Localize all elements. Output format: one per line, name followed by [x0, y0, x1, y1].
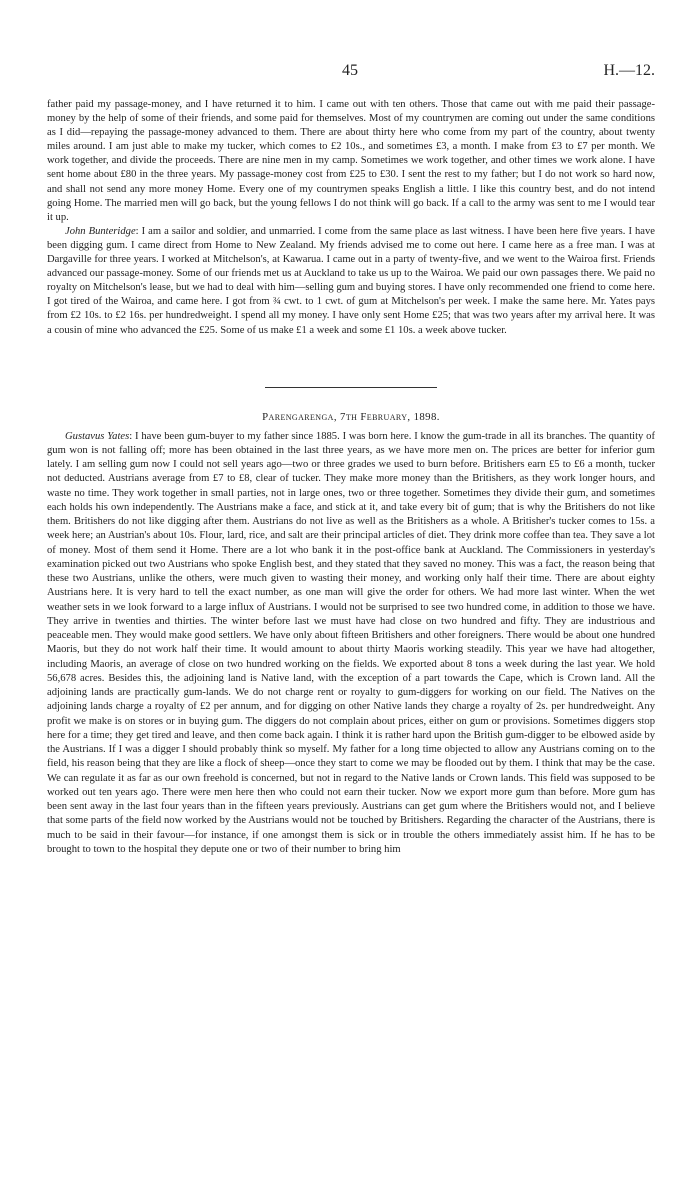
- witness-testimony-yates: [47, 430, 655, 858]
- document-body: [47, 98, 655, 857]
- witness-testimony-bunteridge: [47, 225, 655, 338]
- paragraph-continued: father paid my passage-money, and I have returned it to him. I came out with ten others. Those that came out with me paid their passage-money by the help of some of their friends, and some paid for themselves. Most of my countrymen are coming out under the same conditions as I did—repaying the passage-money advanced to them. There are about thirty here who come from my part of the country, about twenty miles around. I am just able to make my tucker, which comes to £2 10s., and sometimes £3, a month. I make from £3 to £7 per month. We work together, and divide the proceeds. There are nine men in my camp. Sometimes we work together, and other times we work alone. I have sent home about £80 in the three years. My passage-money cost from £25 to £30. I sent the rest to my father; but I do not work so hard now, and shall not send any more money Home. Every one of my countrymen speaks English a little. I like this country best, and do not intend going Home. The married men will go back, but the young fellows I do not think will go back. If a call to the army was sent to me I would tear it up.: [47, 99, 655, 223]
- witness-name: John Bunteridge: [65, 225, 136, 237]
- page-header: [47, 62, 655, 82]
- testimony-text: : I have been gum-buyer to my father since 1885. I was born here. I know the gum-trade in all its branches. The quantity of gum won is not falling off; more has been obtained in the last three years, as we have more men on. The prices are better for inferior gum lately. I am selling gum now I could not sell years ago—two or three grades we used to burn before. Britishers earn £5 to £6 a month, tucker not deducted. Austrians average from £7 to £8, clear of tucker. They make more money than the Britishers, as they work longer hours, and waste no time. They work together in small parties, not in large ones, two or three together. Sometimes they divide their gum, and sometimes each holds his own independently. The Austrians make a face, and stick at it, and take every bit of gum; that is why the Britishers do not like them. Britishers do not like digging after them. Austrians do not live as well as the Britishers as a whole. A Britisher's tucker comes to 15s. a week here; an Austrian's about 10s. Flour, lard, rice, and salt are their principal articles of diet. They drink more coffee than tea. They save a lot of money. Most of them send it Home. There are a lot who bank it in the post-office bank at Auckland. The Commissioners in yesterday's examination picked out two Austrians who spoke English best, and they stated that they saved no money. This was a fact, the reason being that these two Austrians, unlike the others, were much given to wasting their money, and working only half their time. There are about eighty Austrians here. It is very hard to tell the exact number, as one man will give the order for others. We had more last winter. When the wet weather sets in we look forward to a large influx of Austrians. I would not be surprised to see two hundred come, in addition to those we have. They arrive in twenties and thirties. The winter before last we must have had close on two hundred and fifty. They are industrious and peaceable men. They would make good settlers. We have only about fifteen Britishers and other foreigners. There would be about one hundred Maoris, but they do not work half their time. It would amount to about thirty Maoris working steadily. This year we have had altogether, including Maoris, an average of close on two hundred working on the fields. We exported about 8 tons a week during the last year. We hold 56,678 acres. Besides this, the adjoining land is Native land, with the exception of a part towards the Cape, which is Crown land. All the adjoining lands are practically gum-lands. We do not charge rent or royalty to gum-diggers for working on our field. The Natives on the adjoining lands charge a royalty of £2 per annum, and for digging on other Native lands they charge a royalty of 2s. per hundredweight. Any profit we make is on stores or in buying gum. The diggers do not complain about prices, either on gum or provisions. Sometimes diggers stop here for a time; they get tired and leave, and then come back again. I think it is rather hard upon the British gum-digger to be elbowed aside by the Austrians. If I was a digger I should probably think so myself. My father for a long time objected to allow any Austrians coming on to the field, his reason being that they are like a flock of sheep—once they start to come we may be flooded out by them. I think that may be the case. We can regulate it as far as our own freehold is concerned, but not in regard to the Native lands or Crown lands. This field was supposed to be worked out ten years ago. There were men here then who could not earn their tucker. Now we export more gum than before. More gum has been sent away in the last four years than in the fifteen years previously. Austrians can get gum where the Britishers would not, and I believe that some parts of the field now worked by the Austrians would not be touched by Britishers. Regarding the character of the Austrians, there is much to be said in their favour—for instance, if one amongst them is sick or in trouble the others immediately assist him. If he has to be brought to town to the hospital they depute one or two of their number to bring him: [47, 430, 655, 855]
- witness-name: Gustavus Yates: [65, 430, 130, 442]
- document-reference: H.—12.: [603, 62, 655, 79]
- section-divider: [265, 387, 437, 388]
- testimony-text: : I am a sailor and soldier, and unmarried. I come from the same place as last witness. I have been here five years. I have been digging gum. I came direct from Home to New Zealand. My friends advised me to come out here. I came here as a free man. I was at Dargaville for three years. I worked at Mitchelson's, at Kawarua. I came out in a party of twenty-five, and we went to the Wairoa first. Friends advanced our passage-money. Some of our friends met us at Auckland to take us up to the Wairoa. We paid our own passages there. We paid no royalty on Mitchelson's lease, but we had to deal with him—selling gum and buying stores. I have only recommended one friend to come here. I got tired of the Wairoa, and came here. I got from ¾ cwt. to 1 cwt. of gum at Mitchelson's per week. I make the same here. Mr. Yates pays from £2 10s. to £2 16s. per hundredweight. I spend all my money. I have only sent Home £25; that was two years after my arrival here. It was a cousin of mine who advanced the £25. Some of us make £1 a week and some £1 10s. a week above tucker.: [47, 225, 655, 336]
- section-heading: Parengarenga, 7th February, 1898.: [262, 410, 440, 423]
- page-number: 45: [342, 62, 358, 79]
